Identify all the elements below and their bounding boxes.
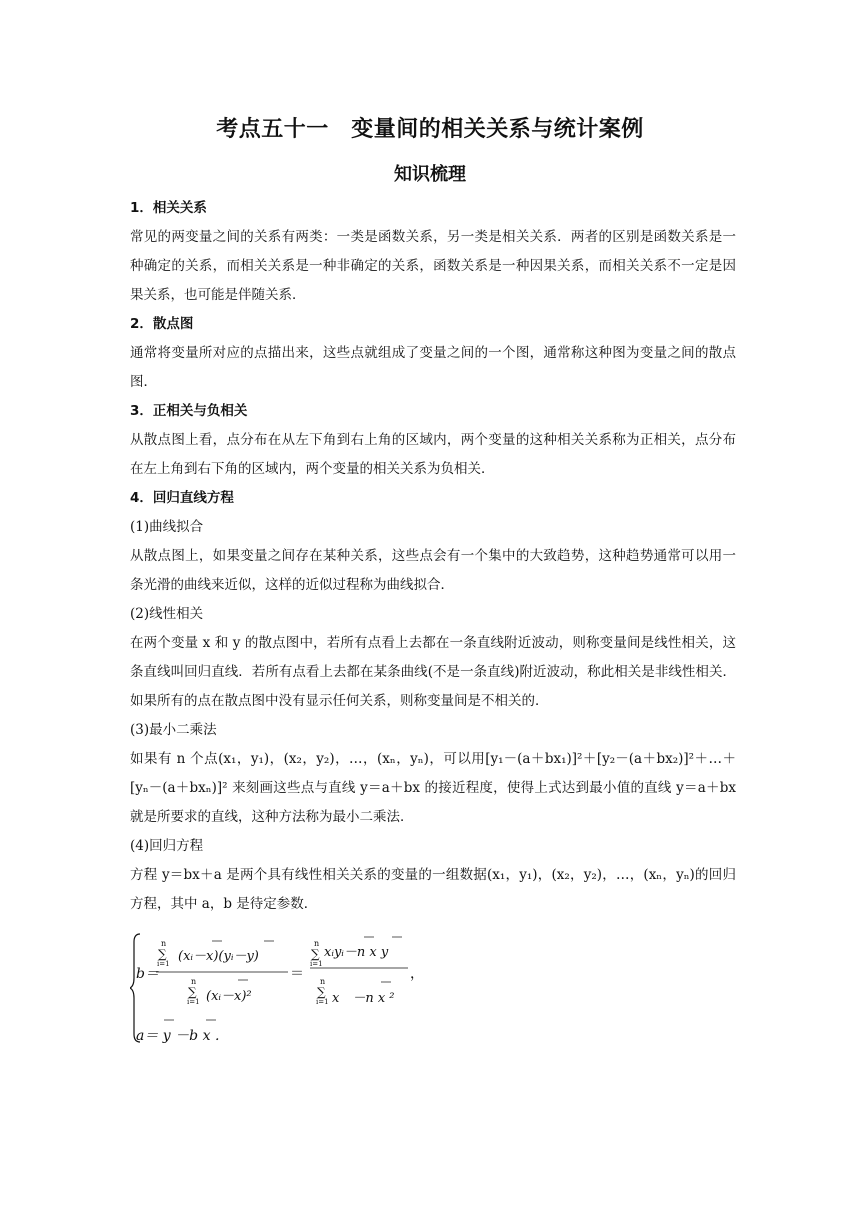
sum-bottom-4: i=1 — [316, 998, 329, 1006]
sum-bottom-2: i=1 — [187, 998, 200, 1006]
subheading-regression-eq: (4)回归方程 — [130, 838, 204, 854]
paragraph-regression-eq: 方程 y＝bx＋a 是两个具有线性相关关系的变量的一组数据(x₁，y₁)，(x₂，y₂)，…，(xₙ，yₙ)的回归方程，其中 a，b 是待定参数． — [130, 867, 736, 912]
page-title: 考点五十一 变量间的相关关系与统计案例 — [216, 117, 644, 142]
regression-formula — [130, 928, 450, 1048]
paragraph-least-squares: 如果有 n 个点(x₁，y₁)，(x₂，y₂)，…，(xₙ，yₙ)，可以用[y₁－(a＋bx₁)]²＋[y₂－(a＋bx₂)]²＋…＋[yₙ－(a＋bxₙ)]² 来刻画这些点与直线 y＝a＋bx 的接近程度，使得上式达到最小值的直线 y＝a＋bx 就是所要求的直线，这种方法称为最小二乘法． — [130, 751, 736, 825]
sum-top-4: n — [320, 977, 326, 986]
paragraph-scatter: 通常将变量所对应的点描出来，这些点就组成了变量之间的一个图，通常称这种图为变量之间的散点图． — [130, 345, 736, 390]
numerator-2: xᵢyᵢ－n x y — [324, 945, 389, 960]
equals-sign: ＝ — [290, 966, 304, 982]
denominator-1: (xᵢ－x)² — [206, 989, 252, 1004]
sum-symbol-1: ∑ — [158, 947, 167, 961]
sum-symbol-2: ∑ — [188, 985, 197, 999]
paragraph-correlation: 常见的两变量之间的关系有两类：一类是函数关系，另一类是相关关系．两者的区别是函数关系是一种确定的关系，而相关关系是一种非确定的关系，函数关系是一种因果关系，而相关关系不一定是因果关系，也可能是伴随关系． — [130, 229, 736, 303]
section-subtitle: 知识梳理 — [394, 164, 466, 185]
subheading-least-squares: (3)最小二乘法 — [130, 722, 217, 738]
sum-top-3: n — [314, 939, 320, 948]
subheading-linear: (2)线性相关 — [130, 606, 204, 622]
paragraph-curve-fitting: 从散点图上，如果变量之间存在某种关系，这些点会有一个集中的大致趋势，这种趋势通常可以用一条光滑的曲线来近似，这样的近似过程称为曲线拟合． — [130, 548, 736, 593]
sum-bottom-1: i=1 — [157, 960, 170, 968]
sum-symbol-3: ∑ — [311, 947, 320, 961]
sum-bottom-3: i=1 — [310, 960, 323, 968]
sum-symbol-4: ∑ — [317, 985, 326, 999]
sum-top-2: n — [191, 977, 197, 986]
heading-correlation: 1．相关关系 — [130, 200, 207, 216]
a-equals: a＝ y －b x ． — [136, 1028, 229, 1044]
paragraph-pos-neg: 从散点图上看，点分布在从左下角到右上角的区域内，两个变量的这种相关关系称为正相关，点分布在左上角到右下角的区域内，两个变量的相关关系为负相关． — [130, 432, 736, 477]
heading-scatter: 2．散点图 — [130, 316, 194, 332]
document-body — [130, 194, 736, 919]
denominator-2: x －n x ² — [332, 991, 395, 1006]
subheading-curve-fitting: (1)曲线拟合 — [130, 519, 204, 535]
heading-regression: 4．回归直线方程 — [130, 490, 234, 506]
b-equals: b＝ — [136, 966, 159, 982]
heading-pos-neg: 3．正相关与负相关 — [130, 403, 248, 419]
numerator-1: (xᵢ－x)(yᵢ－y) — [178, 949, 259, 964]
paragraph-linear: 在两个变量 x 和 y 的散点图中，若所有点看上去都在一条直线附近波动，则称变量间是线性相关，这条直线叫回归直线．若所有点看上去都在某条曲线(不是一条直线)附近波动，称此相关是非线性相关．如果所有的点在散点图中没有显示任何关系，则称变量间是不相关的． — [130, 635, 736, 709]
formula-comma: ， — [410, 966, 424, 982]
sum-top-1: n — [161, 939, 167, 948]
